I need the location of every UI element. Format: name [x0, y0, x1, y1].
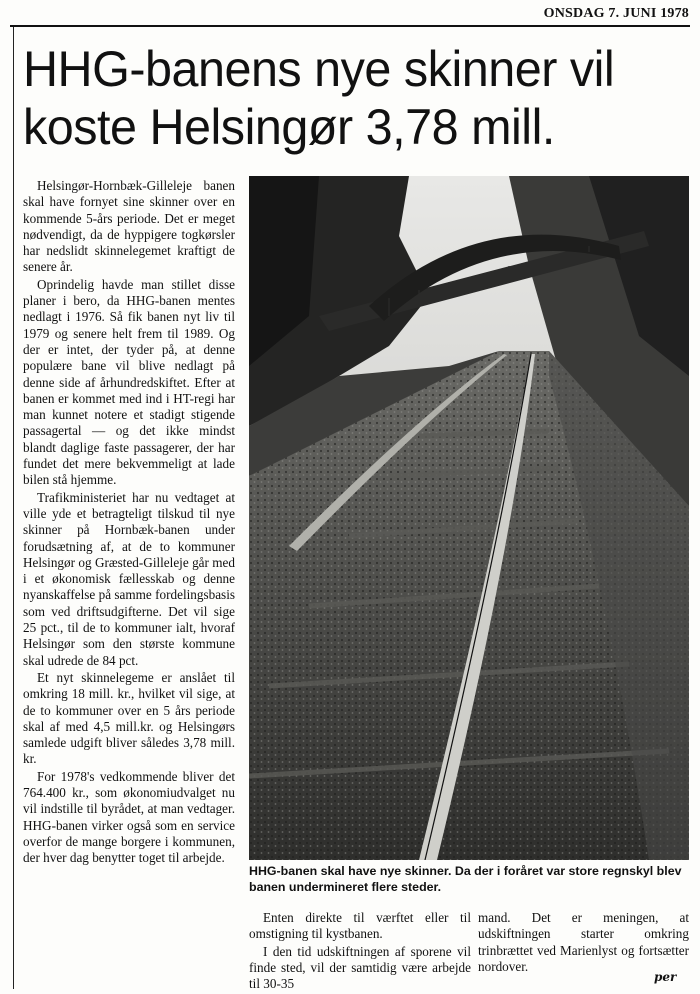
paragraph: Oprindelig havde man stillet disse planer i bero, da HHG-banen mentes nedlagt i 1976. Så fik banen nyt liv til 1979 og senere helt frem til 1989. Og der er intet, der tyder på, at denne populære bane vil blive nedlagt på denne side af århundredskiftet. Efter at banen er kommet med ind i HT-regi har man kunnet notere et stadigt stigende passagertal — og det ikke mindst blandt daglige faste passagerer, der har fundet det mere bekvemmeligt at lade bilen stå hjemme. — [23, 276, 235, 488]
paragraph: For 1978's vedkommende bliver det 764.400 kr., som økonomiudvalget nu vil indstille til byrådet, at man vedtager. HHG-banen virker også som en service overfor de mange borgere i kommunen, der hver dag benytter toget til arbejde. — [23, 768, 235, 866]
author-signature: per — [654, 970, 677, 984]
right-column — [478, 910, 689, 975]
headline: HHG-banens nye skinner vil koste Helsingør 3,78 mill. — [23, 41, 615, 155]
dateline: ONSDAG 7. JUNI 1978 — [543, 6, 689, 21]
railway-photo-icon — [249, 176, 689, 860]
paragraph: Helsingør-Hornbæk-Gilleleje banen skal have fornyet sine skinner over en kommende 5-års periode. Det er meget nødvendigt, da de hyppigere togkørsler har nedslidt skinnelegemet kraftigt de senere år. — [23, 178, 235, 275]
paragraph: mand. Det er meningen, at udskiftningen starter omkring trinbrættet ved Marienlyst og fortsætter nordover. — [478, 910, 689, 974]
paragraph: Trafikministeriet har nu vedtaget at ville yde et betragteligt tilskud til nye skinner på Hornbæk-banen under forudsætning af, at de to kommuner Helsingør og Græsted-Gilleleje går med i et økonomisk fællesskab og denne nyanskaffelse på samme fordelingsbasis som ved driftsudgifterne. Det vil sige 25 pct., til de to kommuner ialt, hvoraf Helsingør som den største kommune skal udrede de 84 pct. — [23, 489, 235, 668]
header-rule — [10, 25, 690, 27]
left-column — [23, 178, 235, 866]
paragraph: Enten direkte til værftet eller til omstigning til kystbanen. — [249, 910, 471, 942]
railway-photo — [249, 176, 689, 860]
paragraph: Et nyt skinnelegeme er anslået til omkring 18 mill. kr., hvilket vil sige, at de to kommuner over en 5 års periode skal af med 4,5 mill.kr. og Helsingørs samlede udgift bliver således 3,78 mill. kr. — [23, 669, 235, 767]
paragraph: I den tid udskiftningen af sporene vil finde sted, vil der samtidig være arbejde til 30-35 — [249, 943, 471, 992]
column-rule — [13, 27, 14, 989]
middle-column — [249, 910, 471, 992]
photo-caption: HHG-banen skal have nye skinner. Da der i foråret var store regnskyl blev banen undermineret flere steder. — [249, 864, 682, 894]
